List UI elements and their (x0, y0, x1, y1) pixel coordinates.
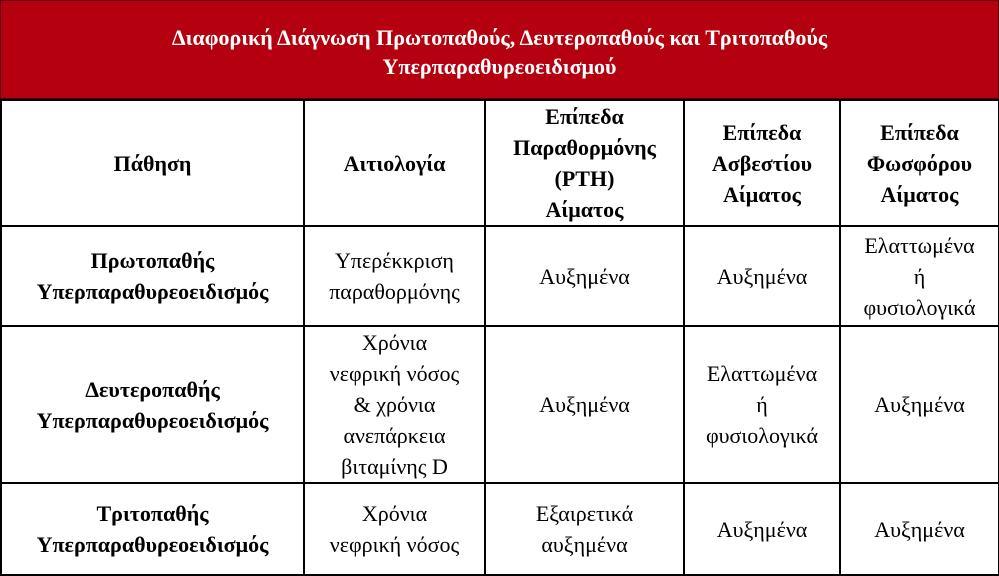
cell-phosphorus: Αυξημένα (840, 326, 999, 483)
cell-phosphorus: Αυξημένα (840, 483, 999, 575)
cell-etiology: Χρόνια νεφρική νόσος (304, 483, 485, 575)
header-row (1, 100, 999, 226)
cell-calcium: Ελαττωμένα ή φυσιολογικά (684, 326, 840, 483)
column-header-condition: Πάθηση (1, 100, 304, 226)
table-row-secondary (1, 326, 999, 483)
cell-etiology: Χρόνια νεφρική νόσος & χρόνια ανεπάρκεια βιταμίνης D (304, 326, 485, 483)
differential-diagnosis-table (0, 99, 999, 576)
cell-pth: Αυξημένα (485, 226, 684, 326)
column-header-pth: Επίπεδα Παραθορμόνης (PTH) Αίματος (485, 100, 684, 226)
column-header-calcium: Επίπεδα Ασβεστίου Αίματος (684, 100, 840, 226)
title-line-2: Υπερπαραθυρεοειδισμού (382, 53, 617, 79)
column-header-etiology: Αιτιολογία (304, 100, 485, 226)
cell-pth: Αυξημένα (485, 326, 684, 483)
table-row-tertiary (1, 483, 999, 575)
cell-pth: Εξαιρετικά αυξημένα (485, 483, 684, 575)
cell-etiology: Υπερέκκριση παραθορμόνης (304, 226, 485, 326)
table-title (0, 0, 999, 99)
title-line-1: Διαφορική Διάγνωση Πρωτοπαθούς, Δευτεροπαθούς και Τριτοπαθούς (171, 24, 828, 50)
table-row-primary (1, 226, 999, 326)
cell-condition: Δευτεροπαθής Υπερπαραθυρεοειδισμός (1, 326, 304, 483)
cell-calcium: Αυξημένα (684, 483, 840, 575)
column-header-phosphorus: Επίπεδα Φωσφόρου Αίματος (840, 100, 999, 226)
cell-phosphorus: Ελαττωμένα ή φυσιολογικά (840, 226, 999, 326)
cell-condition: Πρωτοπαθής Υπερπαραθυρεοειδισμός (1, 226, 304, 326)
cell-calcium: Αυξημένα (684, 226, 840, 326)
cell-condition: Τριτοπαθής Υπερπαραθυρεοειδισμός (1, 483, 304, 575)
